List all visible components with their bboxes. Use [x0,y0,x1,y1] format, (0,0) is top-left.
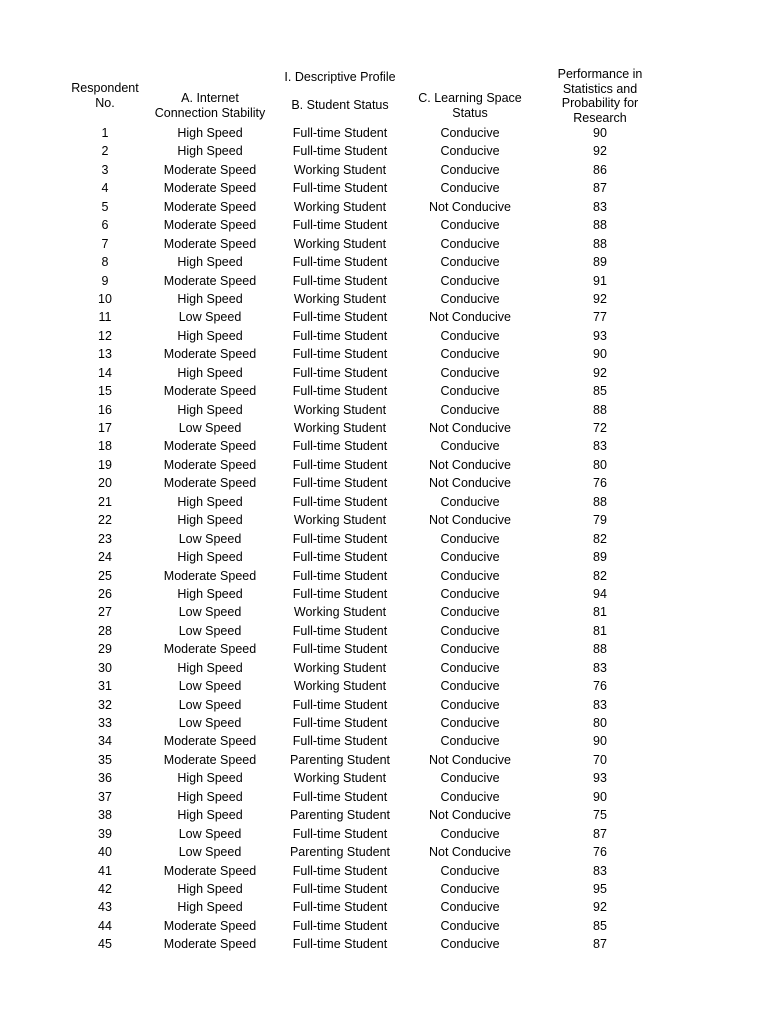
table-row [0,511,768,529]
learning-space-cell: Not Conducive [429,199,511,214]
table-row [0,732,768,750]
student-status-cell: Full-time Student [292,310,388,325]
internet-stability-cell: Moderate Speed [163,734,257,749]
performance-cell: 87 [593,826,607,841]
learning-space-cell: Not Conducive [429,513,511,528]
student-status-cell: Full-time Student [292,918,388,933]
respondent-no-cell: 24 [98,550,112,565]
internet-stability-cell: High Speed [177,255,243,270]
respondent-no-cell: 33 [98,716,112,730]
internet-stability-cell: Low Speed [178,826,242,841]
respondent-no-cell: 41 [98,863,112,878]
performance-cell: 89 [593,255,607,270]
performance-cell: 83 [593,439,607,454]
respondent-no-cell: 26 [98,586,112,601]
learning-space-cell: Conducive [440,697,500,712]
table-row [0,917,768,935]
learning-space-cell: Conducive [440,568,500,583]
internet-stability-cell: Moderate Speed [163,937,257,952]
student-status-cell: Full-time Student [292,734,388,749]
internet-stability-cell: Moderate Speed [163,439,257,454]
learning-space-cell: Conducive [440,716,500,730]
table-row [0,179,768,197]
performance-cell: 83 [593,199,607,214]
learning-space-cell: Not Conducive [429,476,511,491]
table-row [0,382,768,400]
respondent-no-cell: 20 [98,476,112,491]
student-status-cell: Working Student [293,162,387,177]
table-row [0,345,768,363]
table-row [0,493,768,511]
internet-stability-cell: High Speed [177,126,243,140]
student-status-cell: Working Student [293,199,387,214]
internet-stability-cell: Moderate Speed [163,181,257,196]
learning-space-cell: Not Conducive [429,808,511,823]
performance-cell: 88 [593,642,607,657]
learning-space-cell: Conducive [440,402,500,417]
learning-space-cell: Not Conducive [429,457,511,472]
student-status-cell: Full-time Student [292,826,388,841]
performance-cell: 82 [593,568,607,583]
performance-cell: 76 [593,476,607,491]
student-status-cell: Working Student [293,402,387,417]
table-row [0,751,768,769]
respondent-no-cell: 43 [98,900,112,915]
performance-cell: 91 [593,273,607,288]
student-status-cell: Working Student [293,605,387,620]
table-row [0,935,768,953]
respondent-no-cell: 23 [98,531,112,546]
table-row [0,253,768,271]
internet-stability-cell: High Speed [177,660,243,675]
respondent-no-cell: 36 [98,771,112,786]
performance-cell: 83 [593,697,607,712]
learning-space-cell: Conducive [440,126,500,140]
student-status-cell: Working Student [293,236,387,251]
respondent-no-cell: 11 [98,310,112,325]
performance-cell: 80 [593,457,607,472]
internet-stability-cell: High Speed [177,402,243,417]
performance-cell: 75 [593,808,607,823]
student-status-cell: Full-time Student [292,328,388,343]
internet-stability-cell: Moderate Speed [163,568,257,583]
student-status-cell: Full-time Student [292,642,388,657]
student-status-cell: Full-time Student [292,789,388,804]
respondent-no-cell: 30 [98,660,112,675]
learning-space-cell: Conducive [440,642,500,657]
learning-space-cell: Not Conducive [429,421,511,435]
respondent-no-cell: 44 [98,918,112,933]
table-row [0,216,768,234]
learning-space-cell: Conducive [440,255,500,270]
student-status-cell: Full-time Student [292,716,388,730]
respondent-no-cell: 29 [98,642,112,657]
learning-space-cell: Conducive [440,384,500,399]
student-status-cell: Full-time Student [292,144,388,159]
respondent-no-cell: 31 [98,679,112,694]
header-learning-space-status: C. Learning Space Status [418,91,522,120]
learning-space-cell: Conducive [440,550,500,565]
internet-stability-cell: Moderate Speed [163,918,257,933]
performance-cell: 92 [593,900,607,915]
table-row [0,862,768,880]
student-status-cell: Working Student [293,421,387,435]
performance-cell: 92 [593,365,607,380]
table-row [0,622,768,640]
internet-stability-cell: Moderate Speed [163,752,257,767]
internet-stability-cell: High Speed [177,328,243,343]
internet-stability-cell: Moderate Speed [163,384,257,399]
table-row [0,659,768,677]
learning-space-cell: Conducive [440,771,500,786]
learning-space-cell: Not Conducive [429,845,511,860]
internet-stability-cell: Low Speed [178,531,242,546]
respondent-no-cell: 4 [101,181,109,196]
table-row [0,401,768,419]
table-row [0,456,768,474]
student-status-cell: Full-time Student [292,218,388,233]
respondent-no-cell: 21 [98,494,112,509]
respondent-no-cell: 32 [98,697,112,712]
learning-space-cell: Conducive [440,144,500,159]
table-row [0,198,768,216]
internet-stability-cell: Low Speed [178,845,242,860]
performance-cell: 94 [593,586,607,601]
learning-space-cell: Conducive [440,181,500,196]
respondent-no-cell: 27 [98,605,112,620]
student-status-cell: Full-time Student [292,181,388,196]
student-status-cell: Parenting Student [289,845,391,860]
respondent-no-cell: 5 [101,199,109,214]
internet-stability-cell: Low Speed [178,716,242,730]
learning-space-cell: Conducive [440,531,500,546]
performance-cell: 81 [593,605,607,620]
table-row [0,603,768,621]
header-student-status: B. Student Status [291,98,389,112]
table-row [0,825,768,843]
table-body [0,124,768,954]
internet-stability-cell: Low Speed [178,697,242,712]
performance-cell: 80 [593,716,607,730]
performance-cell: 86 [593,162,607,177]
student-status-cell: Full-time Student [292,439,388,454]
internet-stability-cell: High Speed [177,900,243,915]
respondent-no-cell: 34 [98,734,112,749]
table-row [0,898,768,916]
internet-stability-cell: High Speed [177,291,243,306]
table-row [0,696,768,714]
respondent-no-cell: 1 [101,126,109,140]
respondent-no-cell: 6 [101,218,109,233]
student-status-cell: Full-time Student [292,586,388,601]
respondent-no-cell: 9 [101,273,109,288]
performance-cell: 88 [593,236,607,251]
learning-space-cell: Conducive [440,900,500,915]
performance-cell: 70 [593,752,607,767]
internet-stability-cell: Moderate Speed [163,162,257,177]
internet-stability-cell: High Speed [177,586,243,601]
performance-cell: 83 [593,660,607,675]
performance-cell: 95 [593,881,607,896]
student-status-cell: Working Student [293,679,387,694]
learning-space-cell: Conducive [440,365,500,380]
performance-cell: 77 [593,310,607,325]
performance-cell: 93 [593,328,607,343]
performance-cell: 82 [593,531,607,546]
table-row [0,474,768,492]
table-row [0,419,768,437]
respondent-no-cell: 37 [98,789,112,804]
internet-stability-cell: High Speed [177,808,243,823]
student-status-cell: Full-time Student [292,937,388,952]
student-status-cell: Full-time Student [292,255,388,270]
student-status-cell: Working Student [293,513,387,528]
performance-cell: 90 [593,347,607,362]
student-status-cell: Parenting Student [289,808,391,823]
student-status-cell: Full-time Student [292,273,388,288]
header-respondent-no: Respondent No. [71,81,139,110]
learning-space-cell: Conducive [440,826,500,841]
learning-space-cell: Conducive [440,789,500,804]
learning-space-cell: Conducive [440,328,500,343]
respondent-no-cell: 13 [98,347,112,362]
performance-cell: 88 [593,402,607,417]
respondent-no-cell: 15 [98,384,112,399]
table-row [0,769,768,787]
learning-space-cell: Conducive [440,881,500,896]
student-status-cell: Full-time Student [292,457,388,472]
respondent-no-cell: 16 [98,402,112,417]
learning-space-cell: Conducive [440,623,500,638]
performance-cell: 72 [593,421,607,435]
internet-stability-cell: High Speed [177,789,243,804]
performance-cell: 87 [593,181,607,196]
table-row [0,437,768,455]
respondent-no-cell: 38 [98,808,112,823]
respondent-no-cell: 14 [98,365,112,380]
learning-space-cell: Conducive [440,439,500,454]
header-internet-connection-stability: A. Internet Connection Stability [154,91,266,120]
respondent-no-cell: 45 [98,937,112,952]
table-row [0,880,768,898]
internet-stability-cell: High Speed [177,881,243,896]
internet-stability-cell: Low Speed [178,421,242,435]
header-performance: Performance in Statistics and Probability for Research [557,67,643,125]
performance-cell: 81 [593,623,607,638]
performance-cell: 76 [593,679,607,694]
internet-stability-cell: Moderate Speed [163,347,257,362]
learning-space-cell: Conducive [440,162,500,177]
respondent-no-cell: 2 [101,144,109,159]
internet-stability-cell: High Speed [177,513,243,528]
internet-stability-cell: Moderate Speed [163,273,257,288]
table-row [0,806,768,824]
performance-cell: 93 [593,771,607,786]
performance-cell: 85 [593,384,607,399]
student-status-cell: Full-time Student [292,531,388,546]
respondent-no-cell: 19 [98,457,112,472]
internet-stability-cell: High Speed [177,550,243,565]
performance-cell: 88 [593,494,607,509]
learning-space-cell: Conducive [440,660,500,675]
learning-space-cell: Conducive [440,494,500,509]
table-row [0,530,768,548]
internet-stability-cell: High Speed [177,144,243,159]
table-row [0,843,768,861]
performance-cell: 89 [593,550,607,565]
internet-stability-cell: Moderate Speed [163,863,257,878]
learning-space-cell: Conducive [440,863,500,878]
performance-cell: 85 [593,918,607,933]
learning-space-cell: Conducive [440,937,500,952]
table-row [0,290,768,308]
student-status-cell: Full-time Student [292,900,388,915]
table-row [0,640,768,658]
performance-cell: 79 [593,513,607,528]
student-status-cell: Full-time Student [292,697,388,712]
performance-cell: 87 [593,937,607,952]
performance-cell: 90 [593,734,607,749]
student-status-cell: Parenting Student [289,752,391,767]
learning-space-cell: Conducive [440,679,500,694]
learning-space-cell: Conducive [440,734,500,749]
table-row [0,235,768,253]
respondent-no-cell: 40 [98,845,112,860]
table-row [0,308,768,326]
respondent-no-cell: 18 [98,439,112,454]
table-row [0,161,768,179]
student-status-cell: Full-time Student [292,384,388,399]
respondent-no-cell: 25 [98,568,112,583]
student-status-cell: Full-time Student [292,623,388,638]
table-row [0,677,768,695]
internet-stability-cell: Low Speed [178,679,242,694]
table-row [0,788,768,806]
learning-space-cell: Conducive [440,918,500,933]
internet-stability-cell: Moderate Speed [163,457,257,472]
table-row [0,272,768,290]
internet-stability-cell: High Speed [177,365,243,380]
performance-cell: 90 [593,126,607,140]
student-status-cell: Working Student [293,660,387,675]
learning-space-cell: Not Conducive [429,752,511,767]
internet-stability-cell: Moderate Speed [163,476,257,491]
student-status-cell: Working Student [293,291,387,306]
table-row [0,585,768,603]
student-status-cell: Full-time Student [292,365,388,380]
performance-cell: 92 [593,291,607,306]
internet-stability-cell: High Speed [177,494,243,509]
respondent-no-cell: 12 [98,328,112,343]
performance-cell: 90 [593,789,607,804]
learning-space-cell: Not Conducive [429,310,511,325]
respondent-no-cell: 8 [101,255,109,270]
respondent-no-cell: 3 [101,162,109,177]
learning-space-cell: Conducive [440,347,500,362]
student-status-cell: Full-time Student [292,550,388,565]
student-status-cell: Full-time Student [292,881,388,896]
table-row [0,548,768,566]
internet-stability-cell: Moderate Speed [163,218,257,233]
learning-space-cell: Conducive [440,273,500,288]
learning-space-cell: Conducive [440,291,500,306]
internet-stability-cell: Low Speed [178,605,242,620]
student-status-cell: Full-time Student [292,476,388,491]
student-status-cell: Full-time Student [292,863,388,878]
internet-stability-cell: Low Speed [178,310,242,325]
header-descriptive-profile: I. Descriptive Profile [284,70,396,84]
performance-cell: 83 [593,863,607,878]
respondent-no-cell: 39 [98,826,112,841]
student-status-cell: Full-time Student [292,347,388,362]
respondent-no-cell: 17 [98,421,112,435]
table-row [0,124,768,142]
performance-cell: 76 [593,845,607,860]
respondent-no-cell: 42 [98,881,112,896]
student-status-cell: Working Student [293,771,387,786]
respondent-no-cell: 35 [98,752,112,767]
learning-space-cell: Conducive [440,586,500,601]
learning-space-cell: Conducive [440,218,500,233]
student-status-cell: Full-time Student [292,568,388,583]
table-row [0,567,768,585]
internet-stability-cell: High Speed [177,771,243,786]
student-status-cell: Full-time Student [292,494,388,509]
table-row [0,327,768,345]
respondent-no-cell: 7 [101,236,109,251]
respondent-no-cell: 28 [98,623,112,638]
performance-cell: 88 [593,218,607,233]
table-row [0,714,768,732]
respondent-no-cell: 22 [98,513,112,528]
table-row [0,142,768,160]
internet-stability-cell: Moderate Speed [163,236,257,251]
table-row [0,364,768,382]
internet-stability-cell: Low Speed [178,623,242,638]
performance-cell: 92 [593,144,607,159]
learning-space-cell: Conducive [440,605,500,620]
internet-stability-cell: Moderate Speed [163,199,257,214]
internet-stability-cell: Moderate Speed [163,642,257,657]
respondent-no-cell: 10 [98,291,112,306]
student-status-cell: Full-time Student [292,126,388,140]
learning-space-cell: Conducive [440,236,500,251]
